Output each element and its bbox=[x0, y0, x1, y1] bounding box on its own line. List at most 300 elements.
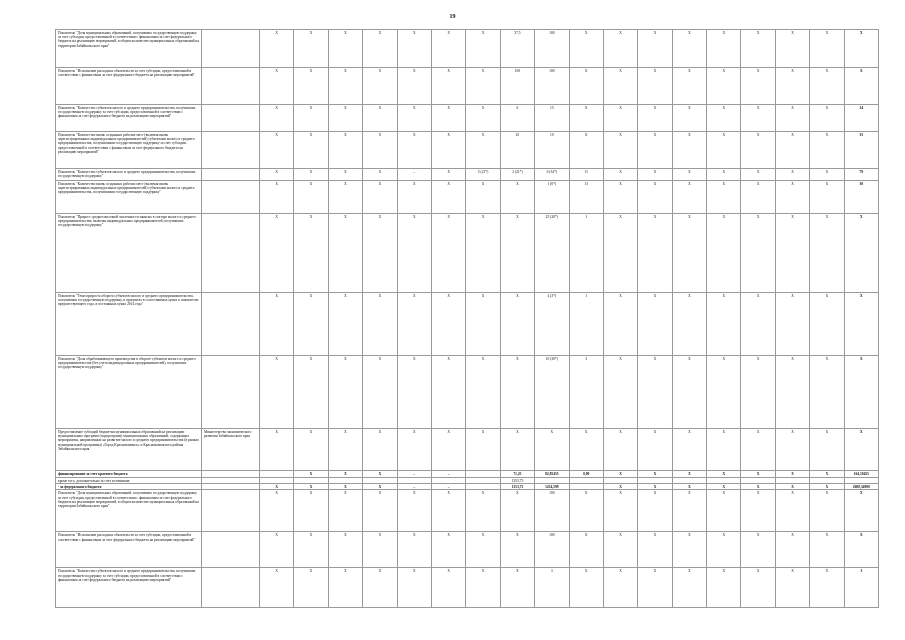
table-cell: X bbox=[294, 105, 328, 132]
row-description: Показатель "Прирост среднесписочной численности занятых в секторе малого и среднего предпринимательства, включая индивидуальных предпринимателей, получивших государственную поддержку" bbox=[56, 214, 202, 293]
table-cell: X bbox=[328, 568, 362, 608]
table-cell: X bbox=[672, 490, 706, 532]
table-cell: X bbox=[810, 181, 844, 214]
table-cell: X bbox=[775, 471, 809, 478]
row-executor bbox=[202, 214, 260, 293]
row-executor bbox=[202, 105, 260, 132]
table-cell: X bbox=[775, 214, 809, 293]
table-cell: X bbox=[638, 293, 672, 356]
table-cell: 3 bbox=[569, 356, 603, 429]
table-cell: 6 bbox=[500, 105, 534, 132]
table-cell: X bbox=[431, 429, 465, 471]
table-cell: 30 bbox=[844, 181, 878, 214]
table-cell: 1353,75 bbox=[500, 478, 534, 484]
table-cell: X bbox=[844, 214, 878, 293]
table-cell: X bbox=[466, 132, 500, 169]
row-description: кроме того, дополнительно за счет источников: bbox=[56, 478, 202, 484]
table-cell: X bbox=[775, 293, 809, 356]
row-executor bbox=[202, 30, 260, 68]
table-cell: X bbox=[844, 293, 878, 356]
table-cell: 79 bbox=[844, 169, 878, 181]
table-cell: X bbox=[260, 429, 294, 471]
table-cell: X bbox=[363, 532, 397, 568]
table-cell: X bbox=[569, 132, 603, 169]
table-cell: X bbox=[707, 293, 741, 356]
table-cell: X bbox=[328, 471, 362, 478]
table-row bbox=[56, 214, 879, 293]
row-executor bbox=[202, 181, 260, 214]
row-description: Показатель "Количество вновь созданных рабочих мест (включая вновь зарегистрированных индивидуальных предпринимателей) субъектами малого и среднего предпринимательства, получившими государственную поддержку за счет субсидии, предоставленной в соответствии с финансовым за счет федерального бюджета на реализацию мероприятий" bbox=[56, 132, 202, 169]
table-cell: X bbox=[810, 132, 844, 169]
table-cell: X bbox=[741, 356, 775, 429]
table-cell: X bbox=[672, 214, 706, 293]
table-cell: X bbox=[775, 568, 809, 608]
table-cell: X bbox=[569, 429, 603, 471]
table-cell: X bbox=[707, 68, 741, 105]
table-cell: X bbox=[431, 169, 465, 181]
row-description: Показатель "Доля муниципальных образований, получивших государственную поддержку за счет субсидии, предоставленной в соответствии с финансовым за счет федерального бюджета на реализацию мероприятий, в общем количестве муниципальных образований на территории Забайкальского края" bbox=[56, 30, 202, 68]
table-cell: X bbox=[638, 68, 672, 105]
table-row bbox=[56, 568, 879, 608]
table-cell: X bbox=[397, 429, 431, 471]
row-executor: Министерство экономического развития Забайкальского края bbox=[202, 429, 260, 471]
table-cell: X bbox=[707, 181, 741, 214]
table-cell: X bbox=[363, 568, 397, 608]
table-cell: X bbox=[260, 484, 294, 490]
table-cell: X bbox=[810, 532, 844, 568]
table-cell: X bbox=[638, 490, 672, 532]
table-cell: X bbox=[707, 356, 741, 429]
table-cell: X bbox=[466, 214, 500, 293]
table-cell: X bbox=[328, 484, 362, 490]
table-cell: X bbox=[844, 429, 878, 471]
table-cell: X bbox=[603, 490, 637, 532]
table-cell: X bbox=[707, 214, 741, 293]
row-description: - за федерального бюджета bbox=[56, 484, 202, 490]
table-cell: – bbox=[397, 484, 431, 490]
table-cell: 15 bbox=[535, 105, 569, 132]
table-cell: X bbox=[707, 30, 741, 68]
table-cell: X bbox=[363, 181, 397, 214]
table-cell: X bbox=[466, 293, 500, 356]
table-cell: X bbox=[603, 484, 637, 490]
table-cell: X bbox=[741, 181, 775, 214]
table-row bbox=[56, 429, 879, 471]
table-cell: X bbox=[466, 490, 500, 532]
row-executor bbox=[202, 490, 260, 532]
table-cell: X bbox=[775, 532, 809, 568]
table-cell bbox=[466, 471, 500, 478]
table-cell: X bbox=[363, 169, 397, 181]
table-cell: X bbox=[431, 532, 465, 568]
table-cell: X bbox=[672, 293, 706, 356]
table-cell: X bbox=[260, 181, 294, 214]
table-cell: X bbox=[707, 490, 741, 532]
program-table bbox=[55, 29, 879, 608]
table-cell: X bbox=[500, 532, 534, 568]
table-cell: X bbox=[672, 105, 706, 132]
table-cell: X bbox=[569, 68, 603, 105]
table-cell: X bbox=[260, 293, 294, 356]
table-cell: X bbox=[328, 429, 362, 471]
table-cell: X bbox=[844, 30, 878, 68]
page-number: 19 bbox=[449, 14, 456, 20]
table-cell: X bbox=[397, 293, 431, 356]
table-cell: X bbox=[775, 490, 809, 532]
table-cell: X bbox=[638, 471, 672, 478]
table-cell: X bbox=[500, 490, 534, 532]
table-cell: X bbox=[810, 105, 844, 132]
table-cell: X bbox=[397, 30, 431, 68]
table-cell: X bbox=[741, 132, 775, 169]
table-cell: X bbox=[603, 356, 637, 429]
table-cell: 25 (20*) bbox=[535, 214, 569, 293]
table-cell: X bbox=[397, 532, 431, 568]
table-cell: 5 (21*) bbox=[466, 169, 500, 181]
table-cell: 3 bbox=[535, 568, 569, 608]
table-cell: X bbox=[466, 68, 500, 105]
table-cell: X bbox=[500, 293, 534, 356]
table-cell: 1353,75 bbox=[500, 484, 534, 490]
table-cell: 4 (3*) bbox=[535, 293, 569, 356]
table-cell: 100 bbox=[535, 532, 569, 568]
row-description: Показатель "Исполнение расходных обязательств за счет субсидии, предоставленной в соответствии с финансовым за счет федерального бюджета на реализацию мероприятий" bbox=[56, 68, 202, 105]
table-cell: X bbox=[431, 132, 465, 169]
table-cell: X bbox=[638, 484, 672, 490]
table-cell: X bbox=[775, 169, 809, 181]
table-cell: X bbox=[466, 532, 500, 568]
row-description: Показатель "Доля обрабатывающего производства в обороте субъектов малого и среднего предпринимательства (без учета индивидуальных предпринимателей), получивших государственную поддержку" bbox=[56, 356, 202, 429]
table-cell: X bbox=[397, 68, 431, 105]
table-cell: X bbox=[260, 169, 294, 181]
table-cell: X bbox=[741, 293, 775, 356]
table-cell: X bbox=[741, 105, 775, 132]
table-cell: X bbox=[603, 132, 637, 169]
table-cell: X bbox=[775, 68, 809, 105]
table-cell: 37,5 bbox=[500, 30, 534, 68]
table-cell: 11 bbox=[569, 169, 603, 181]
table-cell: X bbox=[397, 356, 431, 429]
table-cell: X bbox=[431, 356, 465, 429]
table-cell: X bbox=[328, 169, 362, 181]
table-cell: X bbox=[397, 105, 431, 132]
table-cell: X bbox=[844, 490, 878, 532]
table-row bbox=[56, 293, 879, 356]
table-cell: X bbox=[707, 132, 741, 169]
row-description: Показатель "Исполнение расходных обязательств за счет субсидии, предоставленной в соответствии с финансовым за счет федерального бюджета на реализацию мероприятий" bbox=[56, 532, 202, 568]
table-cell: X bbox=[741, 169, 775, 181]
table-cell: 100 bbox=[535, 490, 569, 532]
table-cell: X bbox=[260, 132, 294, 169]
table-cell: X bbox=[466, 356, 500, 429]
table-cell: 35 bbox=[844, 132, 878, 169]
table-cell: X bbox=[603, 105, 637, 132]
table-cell: X bbox=[741, 568, 775, 608]
table-cell: X bbox=[466, 30, 500, 68]
table-cell: X bbox=[672, 181, 706, 214]
table-cell: X bbox=[294, 30, 328, 68]
table-cell: X bbox=[603, 68, 637, 105]
table-cell: X bbox=[775, 484, 809, 490]
table-cell: X bbox=[775, 429, 809, 471]
table-cell: X bbox=[810, 471, 844, 478]
table-cell: X bbox=[638, 568, 672, 608]
table-cell: X bbox=[810, 30, 844, 68]
table-cell: X bbox=[294, 293, 328, 356]
table-cell: X bbox=[466, 105, 500, 132]
table-row bbox=[56, 105, 879, 132]
table-cell: 1 (6*) bbox=[535, 181, 569, 214]
table-cell: 100 bbox=[500, 68, 534, 105]
table-cell: X bbox=[431, 30, 465, 68]
table-cell: X bbox=[294, 429, 328, 471]
table-cell: X bbox=[260, 105, 294, 132]
table-cell: X bbox=[431, 293, 465, 356]
table-cell: X bbox=[707, 169, 741, 181]
table-cell: X bbox=[775, 30, 809, 68]
table-cell: X bbox=[707, 471, 741, 478]
table-cell: X bbox=[294, 532, 328, 568]
table-cell: X bbox=[431, 214, 465, 293]
table-cell: X bbox=[569, 532, 603, 568]
table-cell: X bbox=[500, 429, 534, 471]
row-description: Показатель "Количество субъектов малого и среднего предпринимательства, получивших государственную поддержку" bbox=[56, 169, 202, 181]
table-cell: X bbox=[294, 490, 328, 532]
table-cell: X bbox=[363, 484, 397, 490]
table-cell: X bbox=[363, 356, 397, 429]
table-cell: X bbox=[672, 471, 706, 478]
table-cell: X bbox=[328, 132, 362, 169]
table-cell: – bbox=[431, 471, 465, 478]
table-cell: X bbox=[638, 181, 672, 214]
row-executor bbox=[202, 169, 260, 181]
table-cell: X bbox=[363, 132, 397, 169]
table-cell: X bbox=[603, 429, 637, 471]
table-cell: X bbox=[397, 132, 431, 169]
table-cell: X bbox=[569, 490, 603, 532]
table-cell: X bbox=[672, 30, 706, 68]
table-cell: X bbox=[466, 181, 500, 214]
table-cell: X bbox=[535, 429, 569, 471]
table-cell: 10 bbox=[535, 132, 569, 169]
table-cell: X bbox=[810, 68, 844, 105]
table-row bbox=[56, 490, 879, 532]
row-description: Показатель "Количество субъектов малого и среднего предпринимательства, получивших государственную поддержку за счет субсидии, предоставленной в соответствии с финансовым за счет федерального бюджета на реализацию мероприятий" bbox=[56, 105, 202, 132]
table-cell: X bbox=[363, 429, 397, 471]
table-cell: 24 bbox=[844, 105, 878, 132]
table-cell: X bbox=[810, 356, 844, 429]
table-cell: X bbox=[328, 181, 362, 214]
table-cell: X bbox=[260, 356, 294, 429]
table-cell: X bbox=[500, 181, 534, 214]
table-cell: X bbox=[810, 490, 844, 532]
table-cell: X bbox=[431, 68, 465, 105]
table-cell: X bbox=[260, 214, 294, 293]
table-cell: X bbox=[638, 532, 672, 568]
table-row bbox=[56, 532, 879, 568]
table-cell: X bbox=[431, 568, 465, 608]
table-cell: 10 (30*) bbox=[535, 356, 569, 429]
table-cell: X bbox=[328, 532, 362, 568]
table-cell: X bbox=[363, 214, 397, 293]
table-cell: X bbox=[741, 484, 775, 490]
table-cell: X bbox=[294, 68, 328, 105]
table-cell: X bbox=[672, 356, 706, 429]
table-row bbox=[56, 132, 879, 169]
table-cell: X bbox=[844, 532, 878, 568]
table-cell: X bbox=[672, 132, 706, 169]
table-cell: X bbox=[741, 490, 775, 532]
table-cell: X bbox=[672, 568, 706, 608]
row-description: Показатель "Количество вновь созданных рабочих мест (включая вновь зарегистрированных индивидуальных предпринимателей) субъектами малого и среднего предпринимательства, получившими государственную поддержку" bbox=[56, 181, 202, 214]
table-cell: X bbox=[328, 356, 362, 429]
table-cell: 1 bbox=[569, 214, 603, 293]
table-cell: X bbox=[328, 214, 362, 293]
row-description: Показатель "Количество субъектов малого и среднего предпринимательства, получивших государственную поддержку за счет субсидии, предоставленной в соответствии с финансовым за счет федерального бюджета на реализацию мероприятий" bbox=[56, 568, 202, 608]
table-cell: X bbox=[328, 105, 362, 132]
table-cell: X bbox=[466, 568, 500, 608]
table-cell: 1 bbox=[569, 293, 603, 356]
table-cell: X bbox=[844, 68, 878, 105]
table-cell: X bbox=[363, 471, 397, 478]
table-cell: X bbox=[707, 484, 741, 490]
table-cell: X bbox=[707, 568, 741, 608]
table-cell: X bbox=[707, 532, 741, 568]
table-cell: X bbox=[775, 181, 809, 214]
table-cell: X bbox=[397, 490, 431, 532]
table-cell: X bbox=[672, 68, 706, 105]
table-cell: X bbox=[294, 169, 328, 181]
table-cell: X bbox=[810, 429, 844, 471]
table-cell: X bbox=[260, 490, 294, 532]
table-cell: X bbox=[672, 169, 706, 181]
table-cell: X bbox=[775, 356, 809, 429]
table-cell: X bbox=[363, 490, 397, 532]
table-cell: X bbox=[363, 30, 397, 68]
table-cell: X bbox=[294, 484, 328, 490]
table-cell: X bbox=[603, 30, 637, 68]
table-cell: X bbox=[638, 429, 672, 471]
table-cell: X bbox=[328, 68, 362, 105]
table-cell: X bbox=[294, 356, 328, 429]
table-cell: X bbox=[603, 471, 637, 478]
table-cell: X bbox=[672, 429, 706, 471]
table-cell bbox=[260, 471, 294, 478]
table-cell: 0,00 bbox=[569, 471, 603, 478]
table-cell: X bbox=[294, 132, 328, 169]
row-description: Предоставление субсидий бюджетам муниципальных образований на реализацию муниципальных программ (подпрограмм) муниципальных образований, содержащих мероприятия, направленных на развитие малого и среднего предпринимательства (в рамках муниципальной программы) «Город Краснокаменск» и Краснокаменского района Забайкальского края bbox=[56, 429, 202, 471]
table-cell: X bbox=[397, 214, 431, 293]
table-cell: X bbox=[707, 105, 741, 132]
table-cell: X bbox=[397, 568, 431, 608]
row-description: Показатель "Темп прироста оборота субъектов малого и среднего предпринимательства, получивших государственную поддержку, в процентах в сопоставимых ценах к показателю предшествующего года, в постоянных ценах 2014 года" bbox=[56, 293, 202, 356]
table-cell: X bbox=[500, 356, 534, 429]
row-executor bbox=[202, 132, 260, 169]
table-cell: X bbox=[810, 293, 844, 356]
table-cell: X bbox=[638, 30, 672, 68]
table-cell: X bbox=[363, 293, 397, 356]
table-cell: X bbox=[363, 105, 397, 132]
table-cell: X bbox=[328, 30, 362, 68]
table-cell: X bbox=[603, 181, 637, 214]
table-row bbox=[56, 471, 879, 478]
table-cell: X bbox=[775, 105, 809, 132]
table-cell: X bbox=[638, 105, 672, 132]
row-executor bbox=[202, 568, 260, 608]
table-cell: X bbox=[638, 169, 672, 181]
table-cell: X bbox=[260, 30, 294, 68]
table-cell: X bbox=[294, 214, 328, 293]
table-cell: X bbox=[741, 532, 775, 568]
table-cell: X bbox=[260, 68, 294, 105]
row-description: финансирование за счет краевого бюджета bbox=[56, 471, 202, 478]
table-cell: 2 (21*) bbox=[500, 169, 534, 181]
table-cell: X bbox=[603, 532, 637, 568]
table-cell: X bbox=[603, 214, 637, 293]
table-cell: 100 bbox=[535, 30, 569, 68]
row-executor bbox=[202, 532, 260, 568]
row-executor bbox=[202, 293, 260, 356]
table-cell: X bbox=[810, 484, 844, 490]
table-cell: X bbox=[260, 568, 294, 608]
table-row bbox=[56, 30, 879, 68]
table-row bbox=[56, 68, 879, 105]
table-cell: X bbox=[397, 181, 431, 214]
table-cell: X bbox=[431, 105, 465, 132]
table-cell: X bbox=[638, 132, 672, 169]
table-cell: X bbox=[810, 568, 844, 608]
table-cell: X bbox=[569, 568, 603, 608]
table-cell: X bbox=[672, 484, 706, 490]
table-cell: X bbox=[328, 293, 362, 356]
table-cell: X bbox=[810, 214, 844, 293]
table-cell: X bbox=[672, 532, 706, 568]
table-cell: X bbox=[328, 490, 362, 532]
table-cell: X bbox=[741, 471, 775, 478]
table-cell: X bbox=[638, 356, 672, 429]
table-cell: X bbox=[500, 568, 534, 608]
row-executor bbox=[202, 356, 260, 429]
table-cell: X bbox=[638, 214, 672, 293]
table-cell: – bbox=[397, 471, 431, 478]
table-cell: X bbox=[294, 181, 328, 214]
table-row bbox=[56, 169, 879, 181]
table-cell: – bbox=[431, 484, 465, 490]
table-cell: 100 bbox=[535, 68, 569, 105]
table-cell: X bbox=[603, 568, 637, 608]
table-cell: 25 bbox=[500, 132, 534, 169]
table-cell: X bbox=[775, 132, 809, 169]
table-cell: X bbox=[603, 169, 637, 181]
table-cell: X bbox=[260, 532, 294, 568]
table-cell: X bbox=[431, 181, 465, 214]
row-description: Показатель "Доля муниципальных образований, получивших государственную поддержку за счет субсидии, предоставленной в соответствии с финансовым за счет федерального бюджета на реализацию мероприятий, в общем количестве муниципальных образований на территории Забайкальского края" bbox=[56, 490, 202, 532]
table-cell: X bbox=[431, 490, 465, 532]
table-cell: 2608,34900 bbox=[844, 484, 878, 490]
table-cell: X bbox=[603, 293, 637, 356]
table-cell: X bbox=[294, 471, 328, 478]
table-cell: 3 bbox=[844, 568, 878, 608]
table-cell: X bbox=[569, 30, 603, 68]
table-cell: X bbox=[741, 214, 775, 293]
table-cell: X bbox=[569, 105, 603, 132]
table-cell: X bbox=[294, 568, 328, 608]
table-cell: X bbox=[741, 429, 775, 471]
table-row bbox=[56, 181, 879, 214]
table-cell: 1254,599 bbox=[535, 484, 569, 490]
table-cell: 164,10455 bbox=[844, 471, 878, 478]
table-cell: X bbox=[363, 68, 397, 105]
